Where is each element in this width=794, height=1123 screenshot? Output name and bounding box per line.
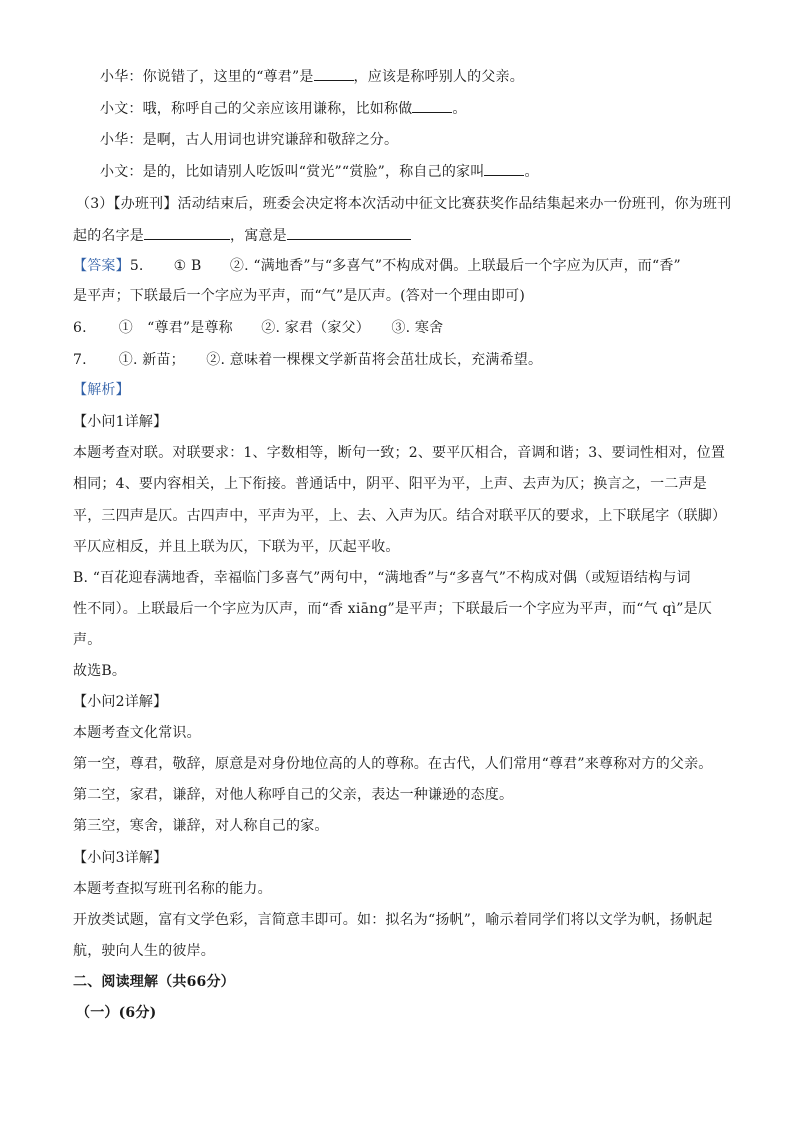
analysis-paragraph-line: 本题考查拟写班刊名称的能力。 xyxy=(73,881,272,897)
analysis-paragraph-line: B. “百花迎春满地香，幸福临门多喜气”两句中，“满地香”与“多喜气”不构成对偶（或短语结构与词 xyxy=(73,570,691,586)
analysis-paragraph-line: 开放类试题，富有文学色彩，言简意丰即可。如：拟名为“扬帆”，喻示着同学们将以文学为帆，扬帆起 xyxy=(73,912,713,928)
analysis-tag: 【解析】 xyxy=(73,382,130,398)
answer-number: 5. xyxy=(129,258,144,274)
analysis-paragraph-line: 第一空，尊君，敬辞，原意是对身份地位高的人的尊称。在古代，人们常用“尊君”来尊称对方的父亲。 xyxy=(73,756,713,772)
analysis-paragraph-line: 本题考查文化常识。 xyxy=(73,725,201,741)
answer-blank xyxy=(144,225,230,240)
dialogue-text: 小华：你说错了，这里的“尊君”是 xyxy=(100,69,314,85)
answer-text: ①. 新苗； ②. 意味着一棵棵文学新苗将会茁壮成长，充满希望。 xyxy=(118,352,543,368)
answer-text: ① “尊君”是尊称 ②. 家君（家父） ③. 寒舍 xyxy=(118,320,444,336)
question-text: 活动结束后，班委会决定将本次活动中征文比赛获奖作品结集起来办一份班刊，你为班刊 xyxy=(177,196,732,212)
dialogue-text: 。 xyxy=(452,101,467,117)
sub-question-2-heading: 【小问2详解】 xyxy=(73,694,168,710)
answer-line-5-cont xyxy=(73,286,723,306)
analysis-paragraph-line: 本题考查对联。对联要求：1、字数相等，断句一致；2、要平仄相合，音调和谐；3、要词性相对，位置 xyxy=(73,445,726,461)
analysis-paragraph-line: 平，三四声是仄。古四声中，平声为平，上、去、入声为仄。结合对联平仄的要求，上下联尾字（联脚） xyxy=(73,508,727,524)
dialogue-line-1 xyxy=(100,66,750,86)
answer-blank xyxy=(287,225,411,240)
subsection-heading: （一）(6分) xyxy=(76,1005,157,1021)
answer-blank xyxy=(314,66,354,81)
answer-number: 7. xyxy=(73,352,87,368)
dialogue-line-3 xyxy=(100,130,750,150)
answer-choice: 故选B。 xyxy=(73,663,127,679)
answer-line-5 xyxy=(73,256,723,276)
answer-line-7 xyxy=(73,350,723,370)
answer-tag: 【答案】 xyxy=(73,258,130,274)
dialogue-line-4 xyxy=(100,161,750,181)
analysis-paragraph-line: 第二空，家君，谦辞，对他人称呼自己的父亲，表达一种谦逊的态度。 xyxy=(73,787,514,803)
dialogue-text: 。 xyxy=(524,164,539,180)
question-text: ，寓意是 xyxy=(230,228,287,244)
sub-question-1-heading: 【小问1详解】 xyxy=(73,414,168,430)
dialogue-text: 小文：哦，称呼自己的父亲应该用谦称，比如称做 xyxy=(100,101,413,117)
answer-blank xyxy=(412,98,452,113)
answer-text: 是平声；下联最后一个字应为平声，而“气”是仄声。(答对一个理由即可) xyxy=(73,288,526,304)
answer-number: 6. xyxy=(73,320,87,336)
analysis-paragraph-line: 航，驶向人生的彼岸。 xyxy=(73,943,215,959)
sub-question-3-heading: 【小问3详解】 xyxy=(73,850,168,866)
analysis-paragraph-line: 性不同）。上联最后一个字应为仄声，而“香 xiāng”是平声；下联最后一个字应为平声，而“气 qì”是仄 xyxy=(73,601,713,617)
analysis-paragraph-line: 声。 xyxy=(73,632,102,648)
analysis-paragraph-line: 平仄应相反，并且上联为仄，下联为平，仄起平收。 xyxy=(73,539,400,555)
analysis-paragraph-line: 相同；4、要内容相关，上下衔接。普通话中，阴平、阳平为平，上声、去声为仄；换言之，一二声是 xyxy=(73,476,707,492)
question-3-line-2 xyxy=(73,225,723,245)
analysis-paragraph-line: 第三空，寒舍，谦辞，对人称自己的家。 xyxy=(73,818,329,834)
question-3 xyxy=(76,194,732,214)
dialogue-line-2 xyxy=(100,98,750,118)
answer-line-6 xyxy=(73,318,723,338)
dialogue-text: ，应该是称呼别人的父亲。 xyxy=(353,69,524,85)
answer-blank xyxy=(484,161,524,176)
question-tag: 【办班刊】 xyxy=(113,196,178,212)
question-text: 起的名字是 xyxy=(73,228,144,244)
dialogue-text: 小华：是啊，古人用词也讲究谦辞和敬辞之分。 xyxy=(100,132,399,148)
question-number: （3） xyxy=(76,196,114,212)
section-heading: 二、阅读理解（共66分） xyxy=(73,974,235,990)
answer-text: ① B ②. “满地香”与“多喜气”不构成对偶。上联最后一个字应为仄声，而“香” xyxy=(173,258,681,274)
dialogue-text: 小文：是的，比如请别人吃饭叫“赏光”“赏脸”，称自己的家叫 xyxy=(100,164,485,180)
